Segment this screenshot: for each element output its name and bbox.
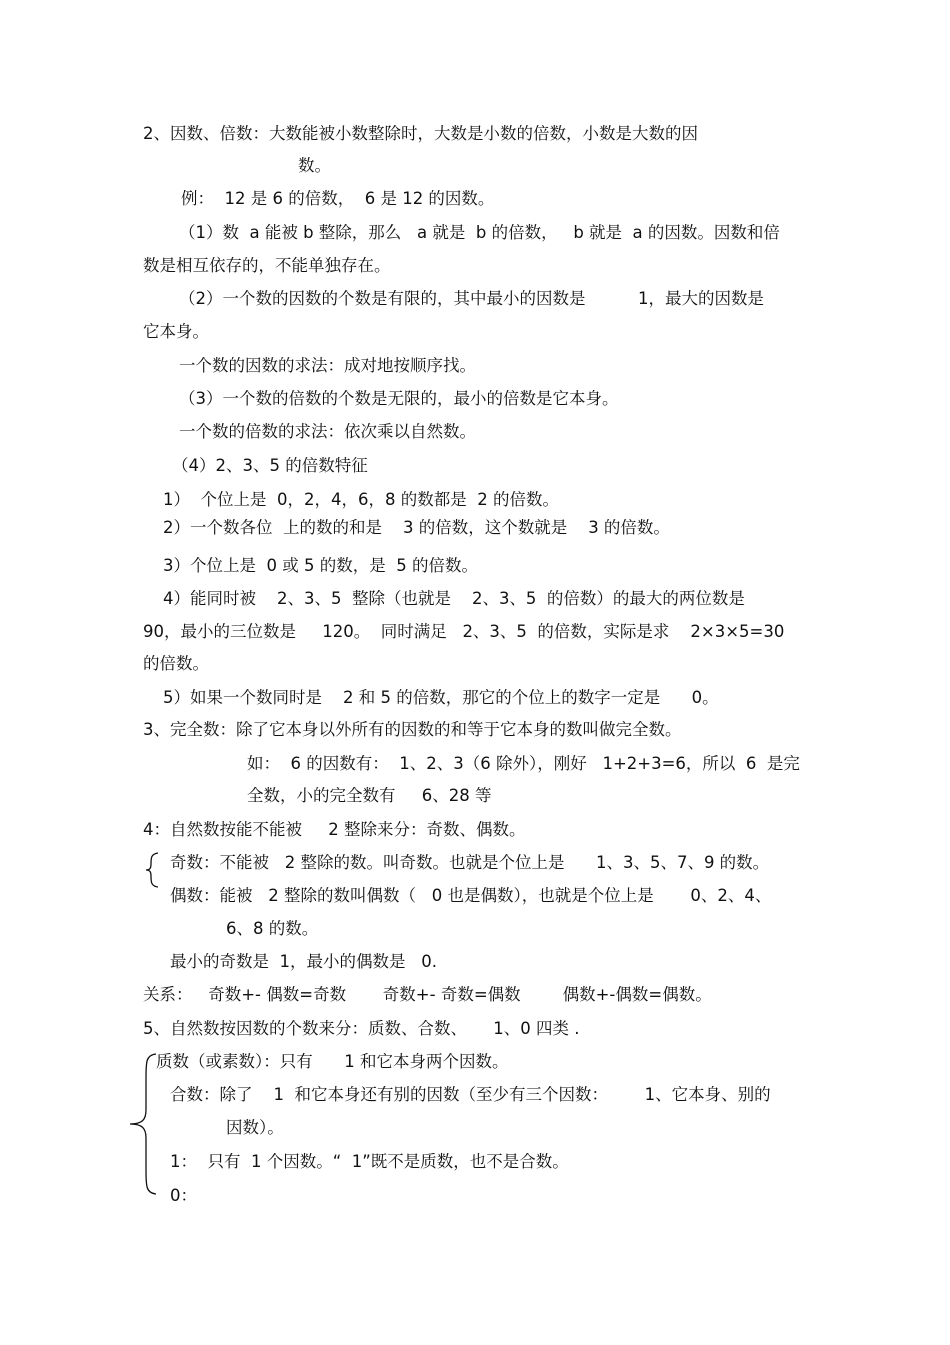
multiple-method-line: 一个数的倍数的求法：依次乘以自然数。 (179, 422, 476, 441)
section-5-heading: 5、自然数按因数的个数来分：质数、合数、 1、0 四类 . (143, 1019, 580, 1038)
smallest-odd-even: 最小的奇数是 1，最小的偶数是 0. (170, 952, 437, 971)
even-definition: 偶数：能被 2 整除的数叫偶数（ 0 也是偶数），也就是个位上是 0、2、4、 (170, 886, 772, 905)
section-3-heading: 3、完全数：除了它本身以外所有的因数的和等于它本身的数叫做完全数。 (143, 720, 682, 739)
section-2-heading-cont: 数。 (298, 156, 331, 175)
brace-odd-even (142, 850, 164, 890)
brace-classification (124, 1050, 160, 1198)
perfect-number-example: 如： 6 的因数有： 1、2、3（6 除外），刚好 1+2+3=6，所以 6 是完 (247, 754, 800, 773)
rule-5-line: 5）如果一个数同时是 2 和 5 的倍数，那它的个位上的数字一定是 0。 (163, 688, 719, 707)
zero-definition: 0： (170, 1186, 197, 1205)
rule-1-line: 1） 个位上是 0，2，4，6，8 的数都是 2 的倍数。 (163, 490, 559, 509)
point-2-line: （2）一个数的因数的个数是有限的，其中最小的因数是 1，最大的因数是 (179, 289, 764, 308)
point-3-line: （3）一个数的倍数的个数是无限的，最小的倍数是它本身。 (179, 389, 619, 408)
perfect-number-example-cont: 全数，小的完全数有 6、28 等 (247, 786, 492, 805)
rule-4-line-cont: 90，最小的三位数是 120。 同时满足 2、3、5 的倍数，实际是求 2×3×5=30 (143, 622, 785, 641)
factor-method-line: 一个数的因数的求法：成对地按顺序找。 (179, 356, 476, 375)
relation-line: 关系： 奇数+- 偶数=奇数 奇数+- 奇数=偶数 偶数+-偶数=偶数。 (143, 985, 712, 1004)
rule-4-line: 4）能同时被 2、3、5 整除（也就是 2、3、5 的倍数）的最大的两位数是 (163, 589, 745, 608)
composite-definition-cont: 因数）。 (226, 1118, 284, 1137)
point-1-line: （1）数 a 能被 b 整除，那么 a 就是 b 的倍数， b 就是 a 的因数。因数和倍 (179, 223, 780, 242)
odd-definition: 奇数：不能被 2 整除的数。叫奇数。也就是个位上是 1、3、5、7、9 的数。 (170, 853, 770, 872)
section-2-heading: 2、因数、倍数：大数能被小数整除时，大数是小数的倍数，小数是大数的因 (143, 124, 698, 143)
point-1-line-cont: 数是相互依存的，不能单独存在。 (143, 256, 391, 275)
point-4-heading: （4）2、3、5 的倍数特征 (172, 456, 368, 475)
example-line: 例： 12 是 6 的倍数， 6 是 12 的因数。 (181, 189, 495, 208)
rule-2-line: 2）一个数各位 上的数的和是 3 的倍数，这个数就是 3 的倍数。 (163, 518, 670, 537)
one-definition: 1： 只有 1 个因数。“ 1”既不是质数，也不是合数。 (170, 1152, 569, 1171)
prime-definition: 质数（或素数）：只有 1 和它本身两个因数。 (156, 1052, 509, 1071)
section-4-heading: 4：自然数按能不能被 2 整除来分：奇数、偶数。 (143, 820, 526, 839)
point-2-line-cont: 它本身。 (143, 322, 209, 341)
composite-definition: 合数：除了 1 和它本身还有别的因数（至少有三个因数： 1、它本身、别的 (170, 1085, 771, 1104)
rule-3-line: 3）个位上是 0 或 5 的数，是 5 的倍数。 (163, 556, 478, 575)
rule-4-line-cont2: 的倍数。 (143, 654, 209, 673)
even-definition-cont: 6、8 的数。 (226, 919, 319, 938)
